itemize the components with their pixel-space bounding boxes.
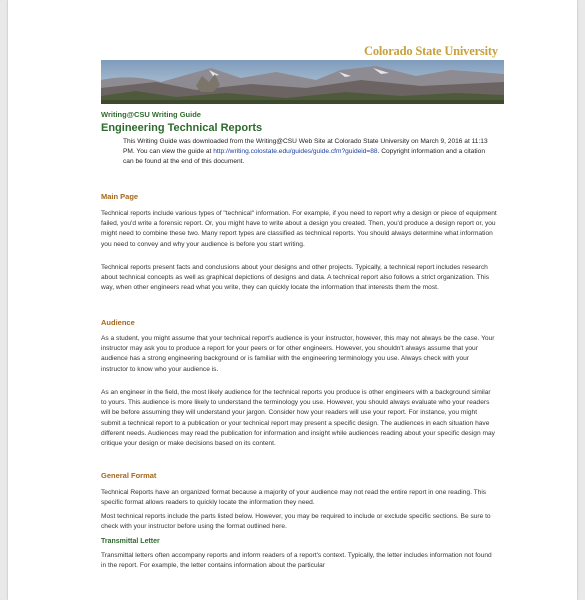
mountain-banner-image (101, 60, 504, 104)
intro-paragraph (123, 137, 493, 168)
paragraph: Technical Reports have an organized format because a majority of your audience may not read the entire report in one reading. This specific format allows readers to quickly locate the information they need. (101, 489, 487, 507)
paragraph: As an engineer in the field, the most likely audience for the technical reports you produce is other engineers with a background similar to yours. This audience is more likely to understand the terminology you use. However, you should always evaluate who your readers will be before assuming they will understand your jargon. Consider how your readers will use your report. For instance, you might submit a technical report to a publication or your technical report may present a specific design. The audiences in each situation have different needs. Audiences may read the publication for information and insight while audiences reading about your specific design may critique your design or make decisions based on its content. (101, 389, 495, 448)
paragraph: Technical reports present facts and conclusions about your designs and other projects. Typically, a technical report includes research about technical concepts as well as graphical depictions of designs and data. A technical report also follows a strict organization. This way, when other engineers read what you write, they can quickly locate the information that interests them the most. (101, 264, 490, 292)
document-title: Engineering Technical Reports (101, 122, 263, 134)
paragraph: Most technical reports include the parts listed below. However, you may be required to include or exclude specific sections. Be sure to check with your instructor before using the format outlined here. (101, 513, 491, 531)
intro-text: This Writing Guide was downloaded from the Writing@CSU Web Site at Colorado State University on March 9, 2016 at 11:13 PM. You can view the guide at (123, 138, 488, 156)
intro-text-end: . Copyright information and a citation can be found at the end of this document. (123, 148, 485, 166)
document-page (8, 0, 577, 600)
paragraph: Transmittal letters often accompany reports and inform readers of a report's context. Typically, the letter includes information not found in the report. For example, the letter contains information about the particular (101, 552, 492, 570)
section-heading-audience: Audience (101, 318, 135, 327)
section-heading-main-page: Main Page (101, 192, 139, 201)
guide-link[interactable]: http://writing.colostate.edu/guides/guide.cfm?guideid=88 (213, 148, 378, 156)
guide-label: Writing@CSU Writing Guide (101, 110, 201, 119)
section-heading-general-format: General Format (101, 471, 157, 480)
paragraph: Technical reports include various types of "technical" information. For example, if you need to report why a design or piece of equipment failed, you'd write a forensic report. Or, you might have to write about a design you created. Then, you'd produce a design report or, you might need to combine these two. Many report types are classified as technical reports. You should always determine what information you need to convey and why your audience is before you start writing. (101, 210, 497, 248)
subheading-transmittal-letter: Transmittal Letter (101, 538, 160, 545)
university-logo: Colorado State University (364, 44, 498, 58)
paragraph: As a student, you might assume that your technical report's audience is your instructor, however, this may not always be the case. Your instructor may ask you to produce a report for your peers or for other engineers. However, you shouldn't always assume that your audience has a strong engineering background or is familiar with the engineering terminology you use. Always check with your instructor to know who your audience is. (101, 335, 495, 373)
